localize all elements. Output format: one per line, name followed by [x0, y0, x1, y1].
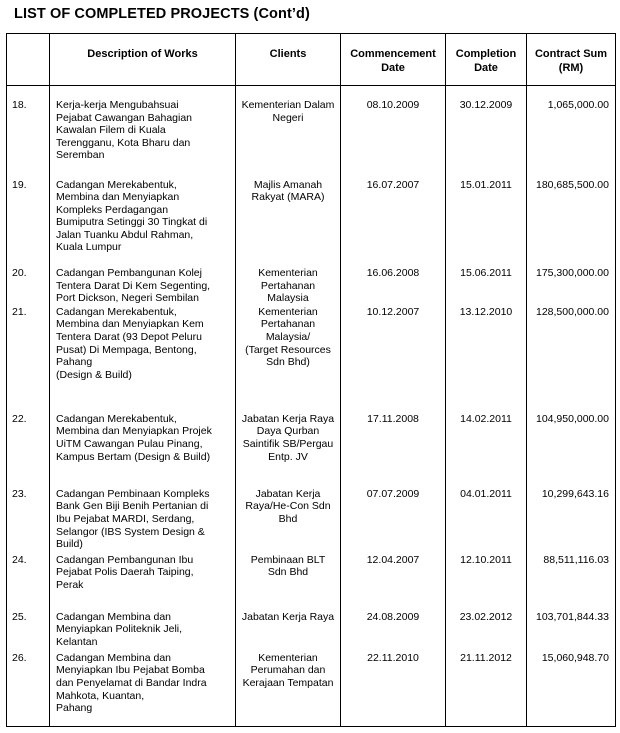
row-number: 26. — [7, 650, 50, 727]
row-completion-date: 30.12.2009 — [446, 86, 527, 166]
table-row — [7, 650, 616, 727]
row-client: Jabatan Kerja Raya Daya Qurban Saintifik SB/Pergau Entp. JV — [236, 400, 341, 475]
row-contract-sum: 104,950,000.00 — [527, 400, 616, 475]
table-row — [7, 598, 616, 650]
row-commencement-date: 10.12.2007 — [341, 305, 446, 400]
row-completion-date: 12.10.2011 — [446, 551, 527, 598]
table-row — [7, 475, 616, 551]
row-commencement-date: 08.10.2009 — [341, 86, 446, 166]
row-completion-date: 14.02.2011 — [446, 400, 527, 475]
row-description: Cadangan Merekabentuk, Membina dan Menyiapkan Kem Tentera Darat (93 Depot Peluru Pusat) Di Mempaga, Bentong, Pahang (Design & Build) — [50, 305, 236, 400]
row-contract-sum: 128,500,000.00 — [527, 305, 616, 400]
table-row — [7, 86, 616, 166]
projects-table — [6, 33, 616, 727]
row-description: Cadangan Membina dan Menyiapkan Politeknik Jeli, Kelantan — [50, 598, 236, 650]
row-commencement-date: 16.07.2007 — [341, 166, 446, 255]
table-row — [7, 551, 616, 598]
row-commencement-date: 22.11.2010 — [341, 650, 446, 727]
row-contract-sum: 175,300,000.00 — [527, 254, 616, 305]
header-contract-sum: Contract Sum (RM) — [527, 34, 616, 86]
row-contract-sum: 15,060,948.70 — [527, 650, 616, 727]
row-completion-date: 15.01.2011 — [446, 166, 527, 255]
row-commencement-date: 07.07.2009 — [341, 475, 446, 551]
row-client: Kementerian Pertahanan Malaysia — [236, 254, 341, 305]
row-number: 23. — [7, 475, 50, 551]
row-description: Cadangan Merekabentuk, Membina dan Menyiapkan Kompleks Perdagangan Bumiputra Setinggi 30 Tingkat di Jalan Tuanku Abdul Rahman, Kuala Lumpur — [50, 166, 236, 255]
header-commencement-date: Commencement Date — [341, 34, 446, 86]
row-commencement-date: 16.06.2008 — [341, 254, 446, 305]
row-completion-date: 13.12.2010 — [446, 305, 527, 400]
header-clients: Clients — [236, 34, 341, 86]
row-client: Pembinaan BLT Sdn Bhd — [236, 551, 341, 598]
row-description: Kerja-kerja Mengubahsuai Pejabat Cawangan Bahagian Kawalan Filem di Kuala Terengganu, Kota Bharu dan Seremban — [50, 86, 236, 166]
row-client: Kementerian Pertahanan Malaysia/ (Target Resources Sdn Bhd) — [236, 305, 341, 400]
row-description: Cadangan Pembangunan Kolej Tentera Darat Di Kem Segenting, Port Dickson, Negeri Sembilan — [50, 254, 236, 305]
row-description: Cadangan Pembangunan Ibu Pejabat Polis Daerah Taiping, Perak — [50, 551, 236, 598]
row-number: 21. — [7, 305, 50, 400]
row-contract-sum: 88,511,116.03 — [527, 551, 616, 598]
row-commencement-date: 12.04.2007 — [341, 551, 446, 598]
row-completion-date: 15.06.2011 — [446, 254, 527, 305]
row-contract-sum: 1,065,000.00 — [527, 86, 616, 166]
row-client: Majlis Amanah Rakyat (MARA) — [236, 166, 341, 255]
row-description: Cadangan Membina dan Menyiapkan Ibu Pejabat Bomba dan Penyelamat di Bandar Indra Mahkota, Kuantan, Pahang — [50, 650, 236, 727]
row-contract-sum: 103,701,844.33 — [527, 598, 616, 650]
table-header-row — [7, 34, 616, 86]
row-completion-date: 23.02.2012 — [446, 598, 527, 650]
row-client: Jabatan Kerja Raya/He-Con Sdn Bhd — [236, 475, 341, 551]
header-description: Description of Works — [50, 34, 236, 86]
table-row — [7, 305, 616, 400]
header-completion-date: Completion Date — [446, 34, 527, 86]
header-no — [7, 34, 50, 86]
row-description: Cadangan Pembinaan Kompleks Bank Gen Biji Benih Pertanian di Ibu Pejabat MARDI, Serdang, Selangor (IBS System Design & Build) — [50, 475, 236, 551]
row-number: 20. — [7, 254, 50, 305]
table-row — [7, 400, 616, 475]
row-number: 25. — [7, 598, 50, 650]
table-row — [7, 254, 616, 305]
row-completion-date: 04.01.2011 — [446, 475, 527, 551]
row-description: Cadangan Merekabentuk, Membina dan Menyiapkan Projek UiTM Cawangan Pulau Pinang, Kampus Bertam (Design & Build) — [50, 400, 236, 475]
row-number: 19. — [7, 166, 50, 255]
row-contract-sum: 180,685,500.00 — [527, 166, 616, 255]
row-number: 22. — [7, 400, 50, 475]
row-commencement-date: 17.11.2008 — [341, 400, 446, 475]
row-number: 24. — [7, 551, 50, 598]
row-completion-date: 21.11.2012 — [446, 650, 527, 727]
row-number: 18. — [7, 86, 50, 166]
page-title: LIST OF COMPLETED PROJECTS (Cont’d) — [14, 6, 310, 22]
row-contract-sum: 10,299,643.16 — [527, 475, 616, 551]
row-client: Jabatan Kerja Raya — [236, 598, 341, 650]
row-commencement-date: 24.08.2009 — [341, 598, 446, 650]
table-row — [7, 166, 616, 255]
row-client: Kementerian Perumahan dan Kerajaan Tempatan — [236, 650, 341, 727]
row-client: Kementerian Dalam Negeri — [236, 86, 341, 166]
